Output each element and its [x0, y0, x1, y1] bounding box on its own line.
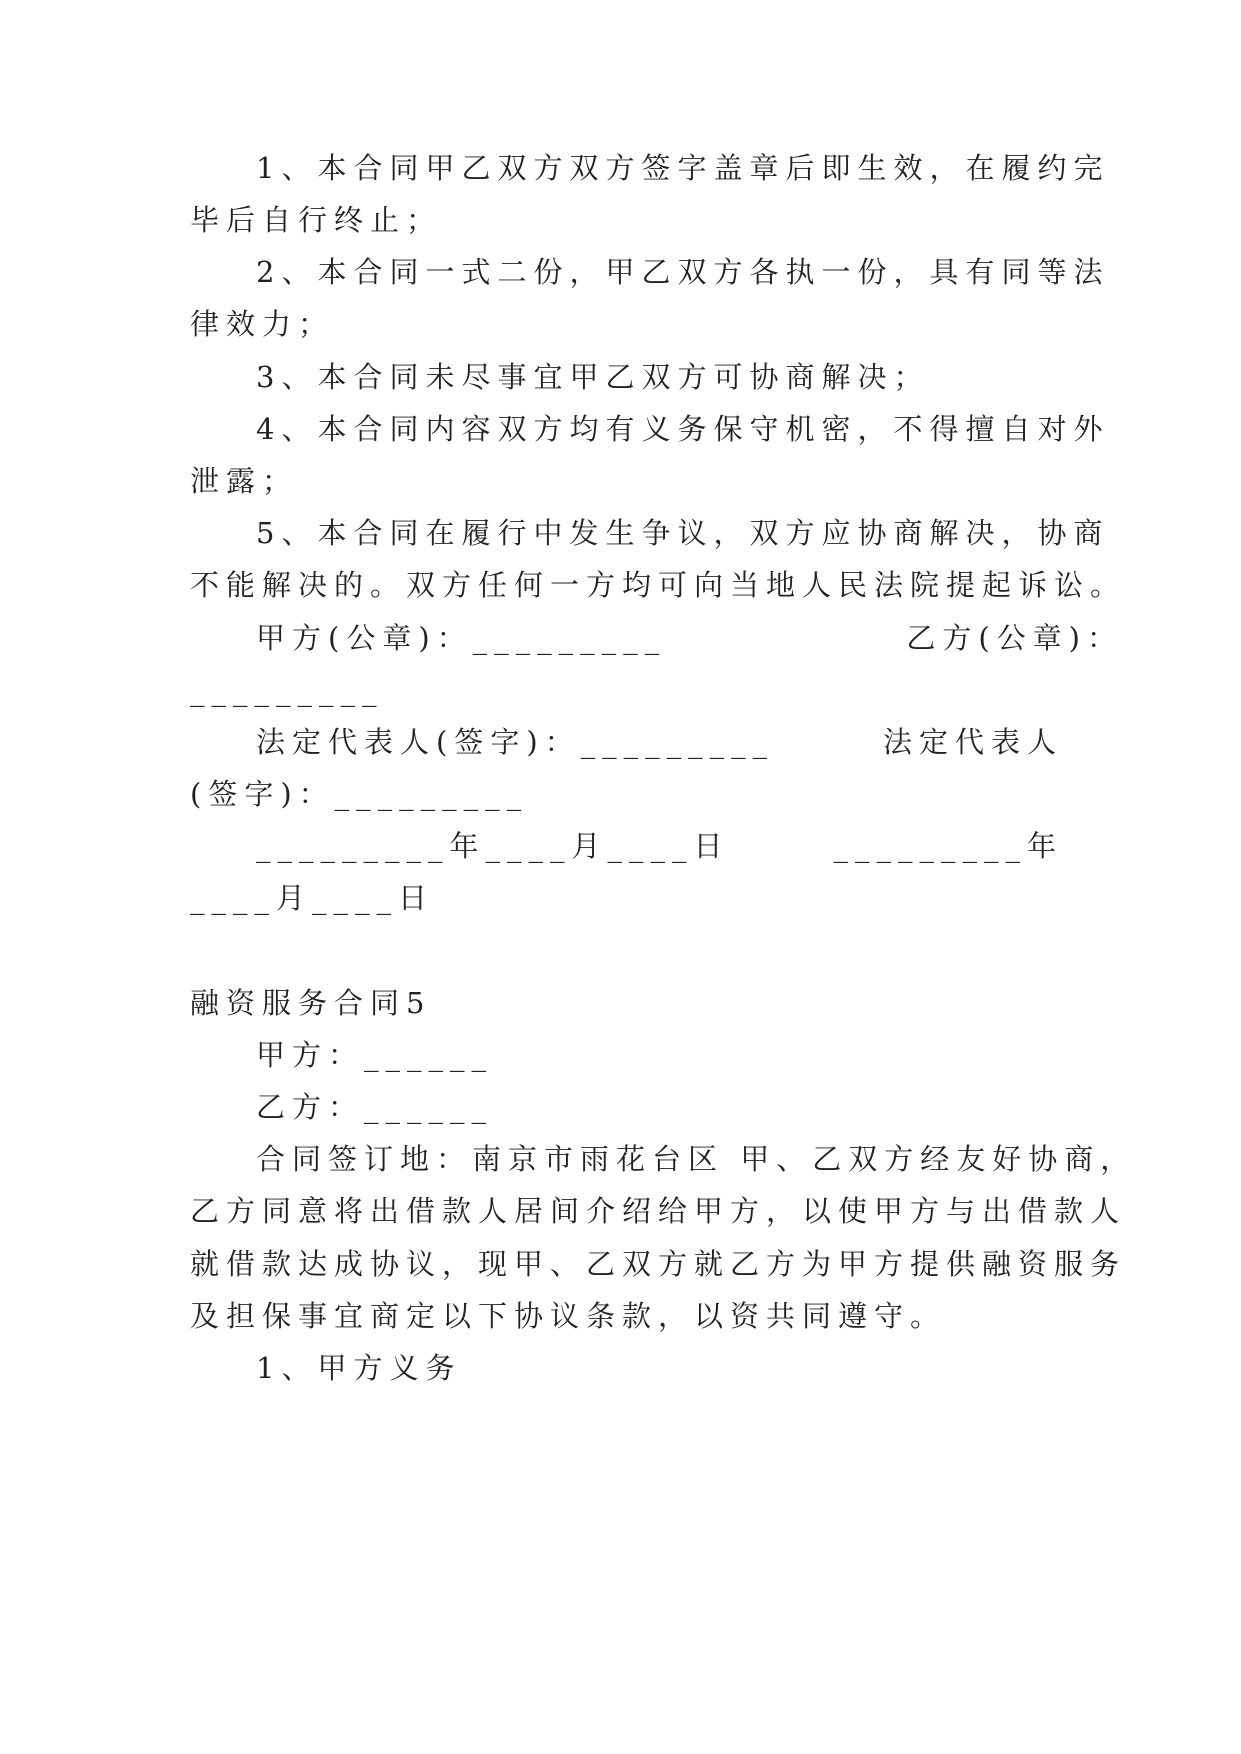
- contract-title: 融资服务合同5: [190, 986, 432, 1020]
- date-b-line-2: ____月____日: [190, 881, 435, 915]
- legal-rep-a: 法定代表人(签字)：_________: [256, 725, 775, 759]
- intro-line-3: 就借款达成协议，现甲、乙双方就乙方为甲方提供融资服务: [190, 1247, 1127, 1281]
- clause-2-line-1: 2、本合同一式二份，甲乙双方各执一份，具有同等法: [256, 255, 1110, 289]
- clause-1-line-1: 1、本合同甲乙双方双方签字盖章后即生效，在履约完: [256, 151, 1110, 185]
- clause-3-line-1: 3、本合同未尽事宜甲乙双方可协商解决；: [256, 360, 930, 394]
- intro-line-1: 合同签订地：南京市雨花台区 甲、乙双方经友好协商，: [256, 1142, 1137, 1176]
- intro-line-4: 及担保事宜商定以下协议条款，以资共同遵守。: [190, 1299, 947, 1333]
- legal-rep-b-line-1: 法定代表人: [882, 725, 1063, 759]
- party-b-field: 乙方：______: [256, 1090, 494, 1124]
- clause-2-line-2: 律效力；: [190, 307, 335, 341]
- intro-line-2: 乙方同意将出借款人居间介绍给甲方，以使甲方与出借款人: [190, 1194, 1127, 1228]
- clause-1-line-2: 毕后自行终止；: [190, 203, 443, 237]
- date-b-line-1: _________年: [833, 829, 1063, 863]
- legal-rep-b-line-2: (签字)：_________: [190, 777, 529, 811]
- party-a-seal: 甲方(公章)：_________: [256, 621, 667, 655]
- party-b-seal: 乙方(公章)：: [906, 621, 1123, 655]
- clause-4-line-2: 泄露；: [190, 464, 299, 498]
- party-a-field: 甲方：______: [256, 1038, 494, 1072]
- clause-5-line-2: 不能解决的。双方任何一方均可向当地人民法院提起诉讼。: [190, 568, 1127, 602]
- clause-5-line-1: 5、本合同在履行中发生争议，双方应协商解决，协商: [256, 516, 1110, 550]
- section-heading-party-a-obligations: 1、甲方义务: [256, 1351, 462, 1385]
- clause-4-line-1: 4、本合同内容双方均有义务保守机密，不得擅自对外: [256, 412, 1110, 446]
- date-a: _________年____月____日: [256, 829, 730, 863]
- party-b-seal-blank: _________: [190, 673, 384, 707]
